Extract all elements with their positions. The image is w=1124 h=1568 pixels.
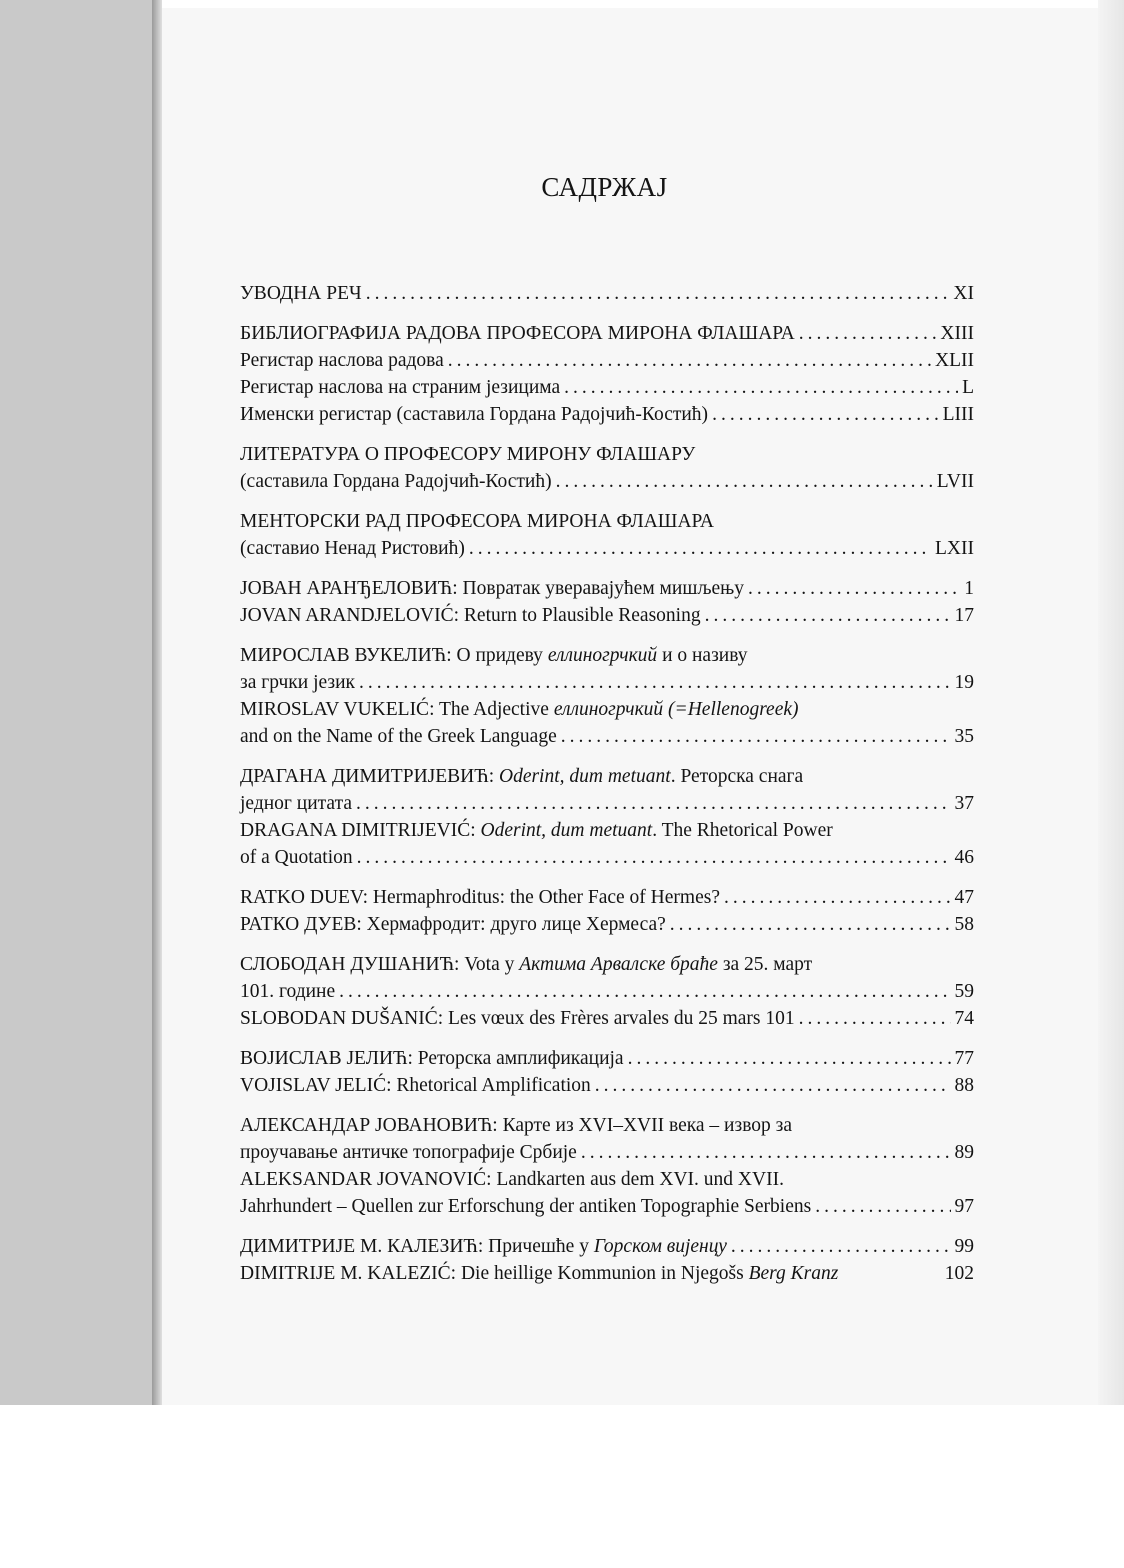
toc-group xyxy=(240,642,974,750)
dot-leader xyxy=(359,669,950,696)
toc-entry-text: ЈОВАН АРАНЂЕЛОВИЋ: Повратак уверавајућем мишљењу xyxy=(240,578,745,599)
page-number: 35 xyxy=(954,726,974,747)
toc-entry-text-after: . The Rhetorical Power xyxy=(652,820,833,841)
toc-entry-text-after: . Реторска снага xyxy=(670,766,804,787)
dot-leader xyxy=(556,468,933,495)
page-edge xyxy=(1098,0,1124,1405)
page-number: 89 xyxy=(954,1142,974,1163)
toc-group xyxy=(240,508,974,562)
page-number: XI xyxy=(953,283,974,304)
toc-entry xyxy=(240,1045,974,1072)
toc-entry xyxy=(240,911,974,938)
dot-leader xyxy=(815,1193,950,1220)
toc-group xyxy=(240,1233,974,1287)
toc-entry xyxy=(240,1166,974,1193)
toc-entry xyxy=(240,441,974,468)
toc-entry-italic: еллиногрчкий (=Hellenogreek) xyxy=(553,699,799,720)
page-number: 1 xyxy=(964,578,974,599)
toc-entry xyxy=(240,468,974,495)
toc-group xyxy=(240,884,974,938)
toc-entry-text: РАТКО ДУЕВ: Хермафродит: друго лице Хермеса? xyxy=(240,914,666,935)
page-number: 37 xyxy=(954,793,974,814)
dot-leader xyxy=(670,911,951,938)
toc-entry-title xyxy=(240,1166,784,1193)
dot-leader xyxy=(564,374,958,401)
toc-entry-text: ВОЈИСЛАВ ЈЕЛИЋ: Реторска амплификација xyxy=(240,1048,624,1069)
page-number: XIII xyxy=(940,323,974,344)
dot-leader xyxy=(339,978,950,1005)
toc-entry-text: за грчки језик xyxy=(240,672,356,693)
toc-entry-italic: еллиногрчкий xyxy=(547,645,658,666)
toc-entry-text: RATKO DUEV: Hermaphroditus: the Other Face of Hermes? xyxy=(240,887,720,908)
dot-leader xyxy=(561,723,951,750)
toc-entry-title xyxy=(240,1139,577,1166)
dot-leader xyxy=(731,1233,951,1260)
toc-entry xyxy=(240,1005,974,1032)
dot-leader xyxy=(581,1139,951,1166)
dot-leader xyxy=(724,884,951,911)
toc-entry xyxy=(240,1112,974,1139)
toc-group xyxy=(240,575,974,629)
scanner-margin xyxy=(0,1405,1124,1568)
toc-group xyxy=(240,441,974,495)
page-number: XLII xyxy=(935,350,974,371)
toc-entry-text: DIMITRIJE M. KALEZIĆ: Die heillige Kommunion in Njegošs xyxy=(240,1263,749,1284)
toc-entry-italic: Горском вијенцу xyxy=(593,1236,727,1257)
toc-entry-title xyxy=(240,669,355,696)
toc-entry xyxy=(240,1193,974,1220)
toc-entry-italic: Oderint, dum metuant xyxy=(498,766,671,787)
toc-entry-text: JOVAN ARANDJELOVIĆ: Return to Plausible Reasoning xyxy=(240,605,701,626)
facing-page xyxy=(0,0,152,1405)
page-number: 99 xyxy=(954,1236,974,1257)
toc-entry-text-after: и о називу xyxy=(657,645,748,666)
toc-entry xyxy=(240,723,974,750)
toc-entry-text: БИБЛИОГРАФИЈА РАДОВА ПРОФЕСОРА МИРОНА ФЛАШАРА xyxy=(240,323,795,344)
toc-entry-title xyxy=(240,602,701,629)
page-number: LVII xyxy=(936,471,974,492)
toc-entry-title xyxy=(240,790,352,817)
toc-entry-title xyxy=(240,1112,792,1139)
dot-leader xyxy=(366,280,950,307)
toc-group xyxy=(240,280,974,307)
toc-entry-title xyxy=(240,763,803,790)
toc-entry-text: VOJISLAV JELIĆ: Rhetorical Amplification xyxy=(240,1075,591,1096)
toc-entry-title xyxy=(240,1072,591,1099)
toc-group xyxy=(240,1112,974,1220)
page-number: 97 xyxy=(954,1196,974,1217)
toc-entry-title xyxy=(240,347,444,374)
toc-entry-text: 101. године xyxy=(240,981,336,1002)
toc-entry-text: Регистар наслова радова xyxy=(240,350,444,371)
toc-entry-title xyxy=(240,723,557,750)
toc-entry-title xyxy=(240,696,799,723)
dot-leader xyxy=(799,1005,951,1032)
page-title: САДРЖАЈ xyxy=(541,172,668,202)
page-number: 17 xyxy=(954,605,974,626)
toc-entry-title xyxy=(240,374,560,401)
book-gutter xyxy=(152,0,162,1405)
toc-entry-title xyxy=(240,951,812,978)
toc-group xyxy=(240,1045,974,1099)
page-number: 102 xyxy=(944,1263,974,1284)
table-of-contents xyxy=(240,280,974,1300)
toc-entry xyxy=(240,884,974,911)
dot-leader xyxy=(357,844,951,871)
toc-entry xyxy=(240,844,974,871)
toc-entry-text: ALEKSANDAR JOVANOVIĆ: Landkarten aus dem XVI. und XVII. xyxy=(240,1169,784,1190)
toc-entry-text: МЕНТОРСКИ РАД ПРОФЕСОРА МИРОНА ФЛАШАРА xyxy=(240,511,714,532)
toc-entry xyxy=(240,1139,974,1166)
toc-entry-text: АЛЕКСАНДАР ЈОВАНОВИЋ: Карте из XVI–XVII века – извор за xyxy=(240,1115,792,1136)
dot-leader xyxy=(712,401,939,428)
page-number: 77 xyxy=(954,1048,974,1069)
toc-entry xyxy=(240,1072,974,1099)
toc-entry-text: Jahrhundert – Quellen zur Erforschung der antiken Topographie Serbiens xyxy=(240,1196,812,1217)
toc-entry-text: and on the Name of the Greek Language xyxy=(240,726,557,747)
toc-entry-title xyxy=(240,978,335,1005)
toc-entry-text: проучавање античке топографије Србије xyxy=(240,1142,577,1163)
toc-entry xyxy=(240,575,974,602)
dot-leader xyxy=(628,1045,951,1072)
toc-entry xyxy=(240,280,974,307)
toc-entry-title xyxy=(240,884,720,911)
toc-entry-title xyxy=(240,1193,811,1220)
toc-entry-text: МИРОСЛАВ ВУКЕЛИЋ: О придеву xyxy=(240,645,548,666)
page-number: LIII xyxy=(942,404,974,425)
dot-leader xyxy=(448,347,931,374)
dot-leader xyxy=(595,1072,951,1099)
toc-entry-title xyxy=(240,320,795,347)
page-number: L xyxy=(962,377,974,398)
dot-leader xyxy=(748,575,960,602)
toc-entry-text: Регистар наслова на страним језицима xyxy=(240,377,561,398)
toc-entry-text: SLOBODAN DUŠANIĆ: Les vœux des Frères arvales du 25 mars 101 xyxy=(240,1008,795,1029)
dot-leader xyxy=(799,320,937,347)
toc-entry-title xyxy=(240,1233,727,1260)
toc-entry xyxy=(240,320,974,347)
toc-entry-title xyxy=(240,575,744,602)
toc-entry-text: of a Quotation xyxy=(240,847,353,868)
toc-group xyxy=(240,320,974,428)
toc-entry xyxy=(240,696,974,723)
toc-entry-italic: Oderint, dum metuant xyxy=(480,820,653,841)
toc-entry-title xyxy=(240,280,362,307)
toc-entry xyxy=(240,347,974,374)
toc-entry-title xyxy=(240,844,353,871)
toc-entry-text: (саставио Ненад Ристовић) xyxy=(240,538,465,559)
toc-entry-title xyxy=(240,1005,795,1032)
toc-entry-text: ДИМИТРИЈЕ М. КАЛЕЗИЋ: Причешће у xyxy=(240,1236,594,1257)
dot-leader xyxy=(356,790,951,817)
toc-entry xyxy=(240,763,974,790)
toc-entry xyxy=(240,978,974,1005)
page-number: 58 xyxy=(954,914,974,935)
toc-group xyxy=(240,951,974,1032)
toc-entry xyxy=(240,374,974,401)
toc-entry-text: УВОДНА РЕЧ xyxy=(240,283,362,304)
toc-entry xyxy=(240,790,974,817)
dot-leader xyxy=(469,535,931,562)
toc-entry xyxy=(240,535,974,562)
toc-entry-title xyxy=(240,1045,624,1072)
toc-entry-text: ДРАГАНА ДИМИТРИЈЕВИЋ: xyxy=(240,766,499,787)
page-number: 19 xyxy=(954,672,974,693)
toc-entry-title xyxy=(240,468,552,495)
toc-entry-text: Именски регистар (саставила Гордана Радојчић-Костић) xyxy=(240,404,709,425)
page-number: 47 xyxy=(954,887,974,908)
toc-entry xyxy=(240,1233,974,1260)
toc-entry xyxy=(240,508,974,535)
toc-entry-title xyxy=(240,441,695,468)
toc-entry xyxy=(240,642,974,669)
toc-entry xyxy=(240,1260,974,1287)
dot-leader xyxy=(705,602,951,629)
toc-entry-title xyxy=(240,817,833,844)
page-number: 59 xyxy=(954,981,974,1002)
toc-entry-title xyxy=(240,911,666,938)
toc-group xyxy=(240,763,974,871)
page-number: 46 xyxy=(954,847,974,868)
toc-entry-text: MIROSLAV VUKELIĆ: The Adjective xyxy=(240,699,554,720)
toc-entry-text: једног цитата xyxy=(240,793,352,814)
toc-entry-text: DRAGANA DIMITRIJEVIĆ: xyxy=(240,820,481,841)
toc-entry-title xyxy=(240,642,748,669)
toc-entry-italic: Актима Арвалске браће xyxy=(519,954,718,975)
page-number: 74 xyxy=(954,1008,974,1029)
page-number: LXII xyxy=(935,538,974,559)
toc-entry xyxy=(240,951,974,978)
toc-entry-text: СЛОБОДАН ДУШАНИЋ: Vota у xyxy=(240,954,520,975)
toc-entry-title xyxy=(240,1260,838,1287)
toc-entry-title xyxy=(240,401,708,428)
toc-entry-text: ЛИТЕРАТУРА О ПРОФЕСОРУ МИРОНУ ФЛАШАРУ xyxy=(240,444,696,465)
toc-entry-title xyxy=(240,508,714,535)
toc-entry xyxy=(240,602,974,629)
toc-entry-italic: Berg Kranz xyxy=(748,1263,839,1284)
toc-entry-title xyxy=(240,535,465,562)
toc-entry xyxy=(240,669,974,696)
toc-entry-text: (саставила Гордана Радојчић-Костић) xyxy=(240,471,552,492)
toc-entry xyxy=(240,817,974,844)
toc-entry-text-after: за 25. март xyxy=(717,954,813,975)
page-number: 88 xyxy=(954,1075,974,1096)
toc-entry xyxy=(240,401,974,428)
